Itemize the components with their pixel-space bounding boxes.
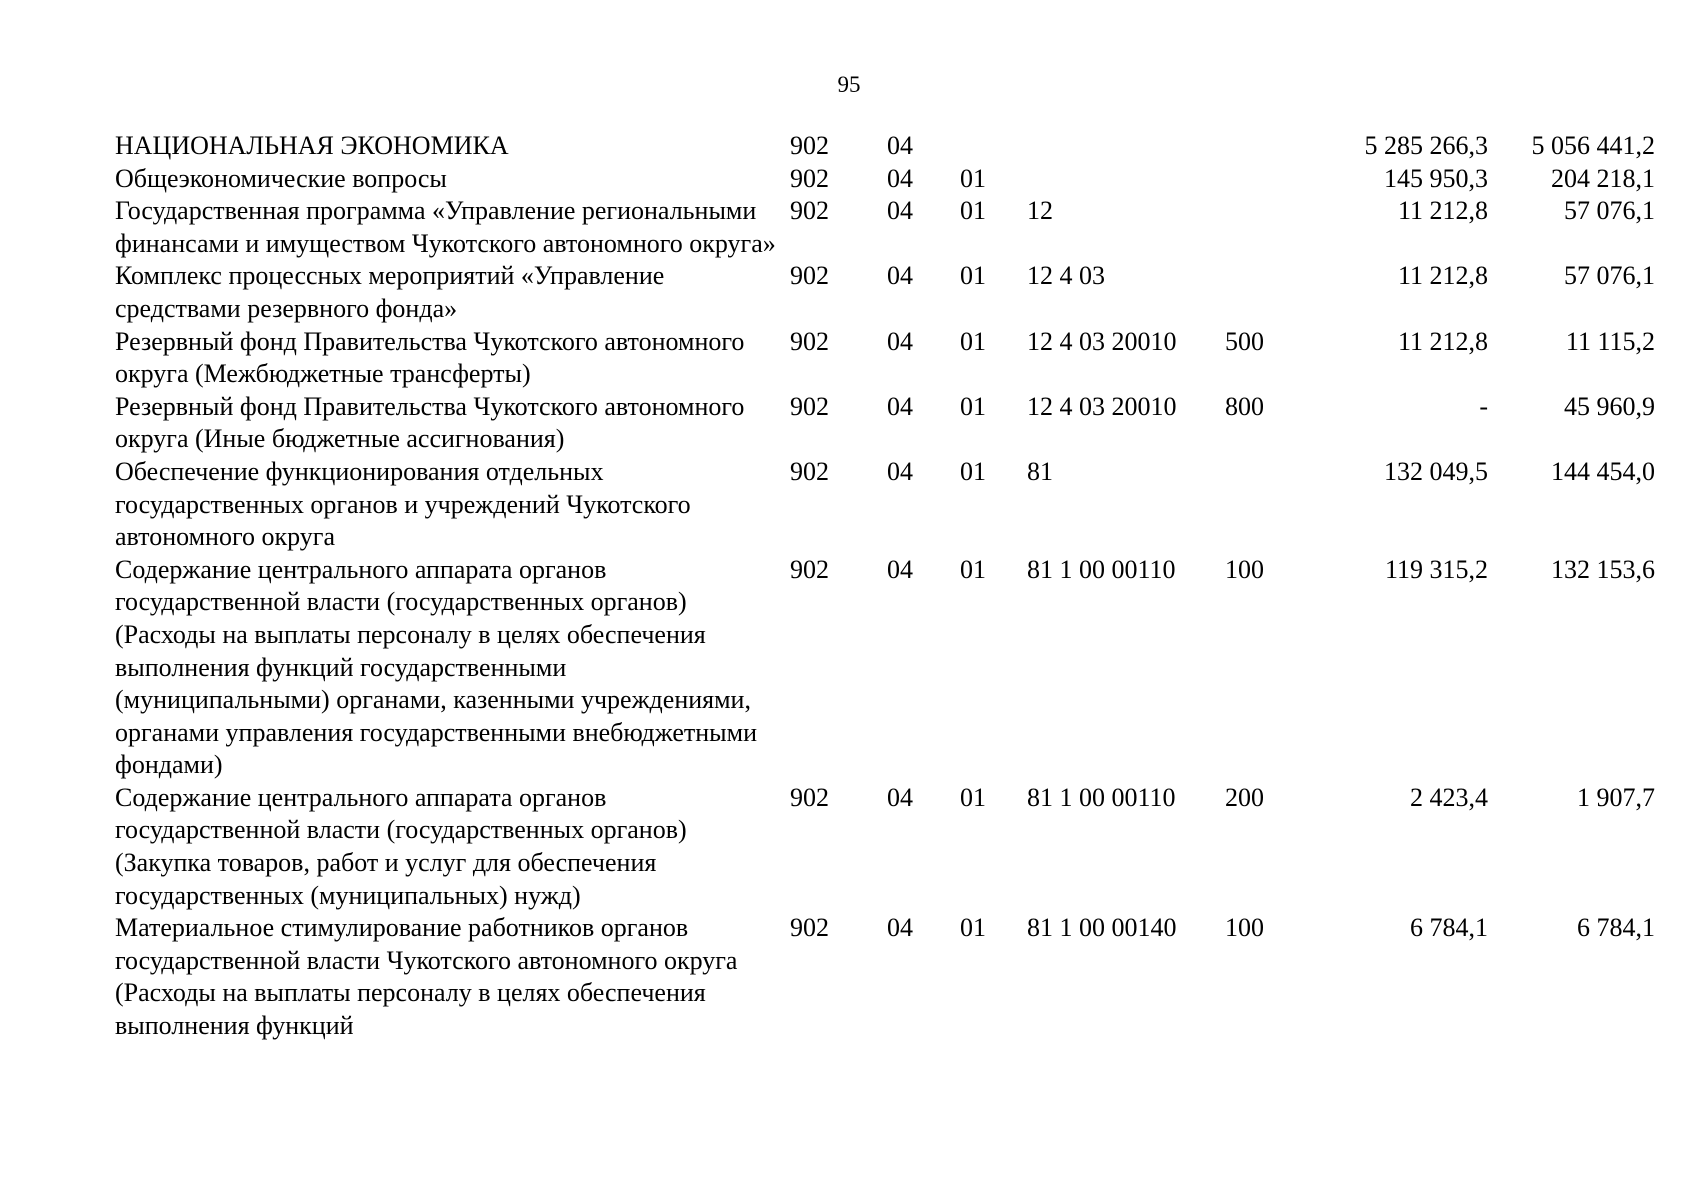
expense-name-cell: Резервный фонд Правительства Чукотского автономного округа (Межбюджетные трансферты) [115,326,745,389]
amount-year2-cell: 57 076,1 [1564,261,1655,291]
target-article-cell [1027,130,1225,163]
grbs-code-cell: 902 [790,391,829,421]
expense-name-cell: Государственная программа «Управление региональными финансами и имуществом Чукотского автономного округа» [115,196,776,258]
amount-year1-cell: 5 285 266,3 [1364,131,1488,160]
subsection-code-cell: 01 [960,456,986,486]
page-number: 95 [837,72,861,97]
expense-name-cell: Обеспечение функционирования отдельных государственных органов и учреждений Чукотского автономного округа [115,456,691,552]
expense-type-cell [1225,130,1338,163]
section-code-cell: 04 [887,782,913,812]
amount-year2-cell: 57 076,1 [1564,196,1655,226]
target-article-cell [1027,163,1225,196]
table-row [115,782,1655,912]
budget-table-body [115,130,1655,1043]
subsection-code-cell: 01 [960,782,986,812]
expense-type-cell: 100 [1225,913,1264,943]
table-row [115,391,1655,456]
subsection-code-cell: 01 [960,163,986,193]
subsection-code-cell: 01 [960,261,986,291]
expense-type-cell [1225,260,1338,325]
section-code-cell: 04 [887,163,913,193]
section-code-cell: 04 [887,326,913,356]
target-article-cell: 12 4 03 20010 [1027,391,1177,421]
grbs-code-cell: 902 [790,913,829,943]
expense-name-cell: Содержание центрального аппарата органов государственной власти (государственных органов) (Расходы на выплаты персоналу в целях обеспечения выполнения функций государственными (муниципальными) органами, казенными учреждениями, органами управления государственными внебюджетными фондами) [115,554,758,780]
grbs-code-cell: 902 [790,782,829,812]
grbs-code-cell: 902 [790,163,829,193]
subsection-code-cell [960,130,1027,163]
grbs-code-cell: 902 [790,326,829,356]
amount-year1-cell: 119 315,2 [1384,554,1488,584]
amount-year1-cell: - [1479,391,1488,421]
target-article-cell: 12 [1027,196,1053,226]
grbs-code-cell: 902 [790,131,829,160]
table-row [115,326,1655,391]
subsection-code-cell: 01 [960,326,986,356]
amount-year2-cell: 11 115,2 [1565,326,1655,356]
expense-type-cell [1225,163,1338,196]
amount-year2-cell: 5 056 441,2 [1531,131,1655,160]
expense-type-cell [1225,456,1338,554]
subsection-code-cell: 01 [960,913,986,943]
expense-type-cell: 500 [1225,326,1264,356]
subsection-code-cell: 01 [960,196,986,226]
table-row [115,912,1655,1042]
expense-name-cell: Содержание центрального аппарата органов государственной власти (государственных органов) (Закупка товаров, работ и услуг для обеспечения государственных (муниципальных) нужд) [115,782,687,910]
section-code-cell: 04 [887,913,913,943]
amount-year1-cell: 2 423,4 [1410,782,1488,812]
section-code-cell: 04 [887,131,913,160]
table-row [115,554,1655,782]
table-row [115,456,1655,554]
amount-year1-cell: 11 212,8 [1397,196,1488,226]
section-code-cell: 04 [887,261,913,291]
expense-name-cell: НАЦИОНАЛЬНАЯ ЭКОНОМИКА [115,131,509,160]
table-row [115,260,1655,325]
budget-table [115,130,1655,1043]
target-article-cell: 12 4 03 20010 [1027,326,1177,356]
grbs-code-cell: 902 [790,456,829,486]
subsection-code-cell: 01 [960,554,986,584]
grbs-code-cell: 902 [790,554,829,584]
expense-name-cell: Комплекс процессных мероприятий «Управление средствами резервного фонда» [115,261,665,323]
table-row [115,163,1655,196]
target-article-cell: 81 1 00 00140 [1027,913,1177,943]
subsection-code-cell: 01 [960,391,986,421]
grbs-code-cell: 902 [790,261,829,291]
amount-year1-cell: 145 950,3 [1384,163,1488,193]
table-row [115,130,1655,163]
amount-year1-cell: 11 212,8 [1397,261,1488,291]
expense-name-cell: Материальное стимулирование работников органов государственной власти Чукотского автономного округа (Расходы на выплаты персоналу в целях обеспечения выполнения функций [115,913,738,1041]
amount-year1-cell: 11 212,8 [1397,326,1488,356]
amount-year1-cell: 132 049,5 [1384,456,1488,486]
grbs-code-cell: 902 [790,196,829,226]
expense-type-cell [1225,195,1338,260]
section-code-cell: 04 [887,391,913,421]
target-article-cell: 81 1 00 00110 [1027,782,1176,812]
section-code-cell: 04 [887,554,913,584]
target-article-cell: 12 4 03 [1027,261,1105,291]
amount-year2-cell: 45 960,9 [1564,391,1655,421]
expense-type-cell: 800 [1225,391,1264,421]
amount-year1-cell: 6 784,1 [1410,913,1488,943]
amount-year2-cell: 132 153,6 [1551,554,1655,584]
expense-name-cell: Общеэкономические вопросы [115,163,447,193]
amount-year2-cell: 1 907,7 [1577,782,1655,812]
table-row [115,195,1655,260]
expense-type-cell: 200 [1225,782,1264,812]
section-code-cell: 04 [887,196,913,226]
amount-year2-cell: 6 784,1 [1577,913,1655,943]
expense-type-cell: 100 [1225,554,1264,584]
amount-year2-cell: 144 454,0 [1551,456,1655,486]
expense-name-cell: Резервный фонд Правительства Чукотского автономного округа (Иные бюджетные ассигнования) [115,391,745,454]
section-code-cell: 04 [887,456,913,486]
target-article-cell: 81 [1027,456,1053,486]
amount-year2-cell: 204 218,1 [1551,163,1655,193]
target-article-cell: 81 1 00 00110 [1027,554,1176,584]
